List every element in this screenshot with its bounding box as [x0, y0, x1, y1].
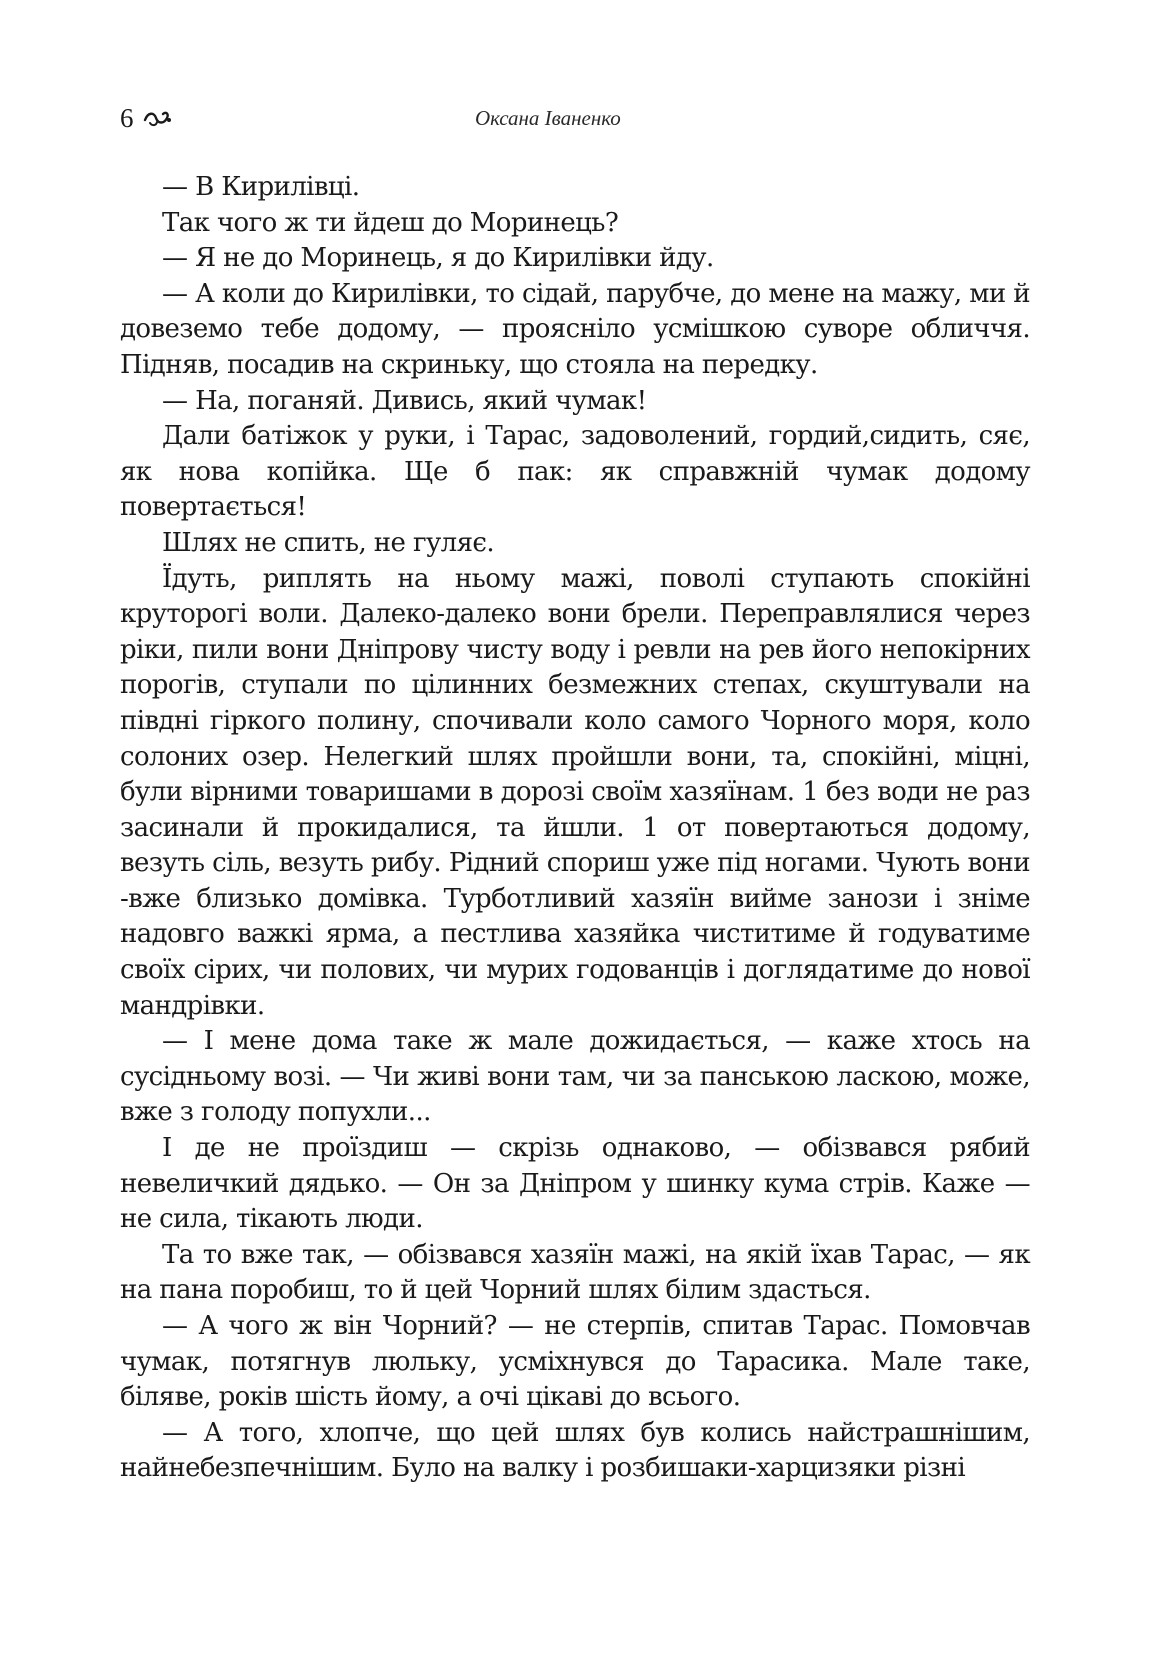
paragraph: — А того, хлопче, що цей шлях був колись найстрашнішим, найнебезпечнішим. Було на валку і розбишаки-харцизяки різні — [120, 1417, 1030, 1484]
paragraph: Дали батіжок у руки, і Тарас, задоволений, гордий,сидить, сяє, як нова копійка. Ще б пак: як справжній чумак додому повертається! — [120, 421, 1030, 523]
paragraph: — А чого ж він Чорний? — не стерпів, спитав Тарас. Помовчав чумак, потягнув люльку, усміхнувся до Тарасика. Мале таке, біляве, років шість йому, а очі цікаві до всього. — [120, 1311, 1030, 1413]
paragraph: Так чого ж ти йдеш до Моринець? — [162, 207, 619, 238]
page-number: 6 — [120, 103, 134, 133]
paragraph: Та то вже так, — обізвався хазяїн мажі, на якій їхав Тарас, — як на пана поробиш, то й цей Чорний шлях білим здасться. — [120, 1239, 1030, 1306]
paragraph: І де не проїздиш — скрізь однаково, — обізвався рябий невеличкий дядько. — Он за Дніпром у шинку кума стрів. Каже — не сила, тікають люди. — [120, 1133, 1030, 1235]
fleuron-icon — [142, 106, 172, 130]
paragraph: Їдуть, риплять на ньому мажі, поволі ступають спокійні круторогі воли. Далеко-далеко вони брели. Переправлялися через ріки, пили вони Дніпрову чисту воду і ревли на рев його непокірних порогів, ступали по цілинних безмежних степах, скуштували на півдні гіркого полину, спочивали коло самого Чорного моря, коло солоних озер. Нелегкий шлях пройшли вони, та, спокійні, міцні, були вірними товаришами в дорозі своїм хазяїнам. 1 без води не раз засинали й прокидалися, та йшли. 1 от повертаються додому, везуть сіль, везуть рибу. Рідний спориш уже під ногами. Чують вони -вже близько домівка. Турботливий хазяїн вийме занози і зніме надовго важкі ярма, а пестлива хазяйка чиститиме й годуватиме своїх сірих, чи полових, чи мурих годованців і доглядатиме до нової мандрівки. — [120, 563, 1030, 1021]
paragraph: — На, поганяй. Дивись, який чумак! — [162, 385, 647, 416]
paragraph: — В Кирилівці. — [162, 172, 360, 202]
paragraph: Шлях не спить, не гуляє. — [162, 527, 495, 558]
paragraph: — І мене дома таке ж мале дожидається, — каже хтось на сусідньому возі. — Чи живі вони там, чи за панською ласкою, може, вже з голоду попухли... — [120, 1026, 1030, 1128]
page-header — [120, 98, 1020, 138]
running-title: Оксана Іваненко — [475, 106, 621, 130]
paragraph: — А коли до Кирилівки, то сідай, парубче, до мене на мажу, ми й довеземо тебе додому, — проясніло усмішкою суворе обличчя. Підняв, посадив на скриньку, що стояла на передку. — [120, 278, 1030, 380]
body-text — [120, 170, 1030, 1487]
paragraph: — Я не до Моринець, я до Кирилівки йду. — [162, 243, 714, 274]
